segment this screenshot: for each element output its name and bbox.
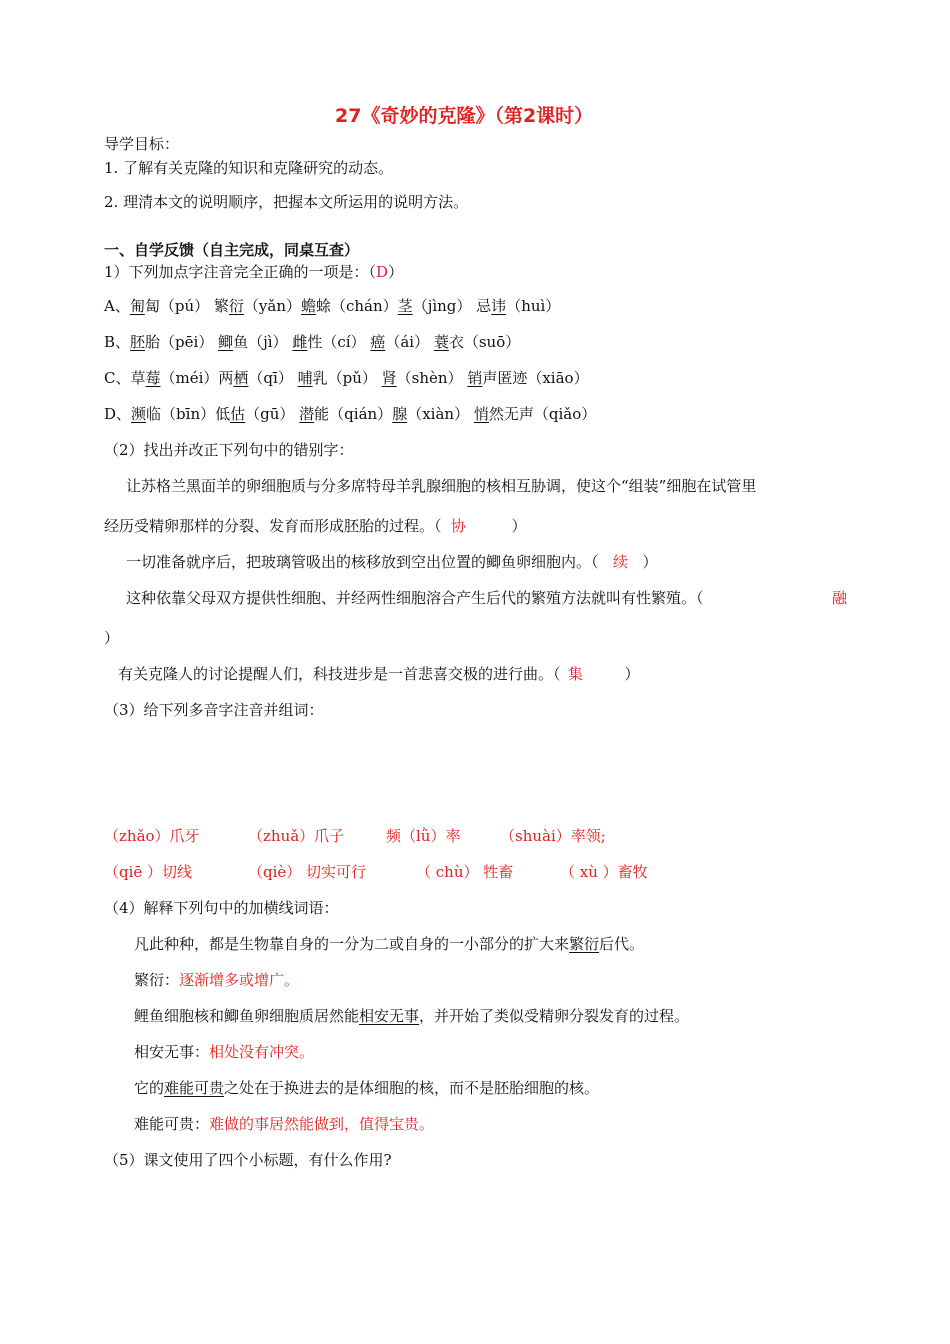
option-a: A、匍匐（pú） 繁衍（yǎn）蟾蜍（chán）茎（jìng） 忌讳（huì）	[104, 297, 561, 315]
q3-row1-item1: （zhǎo）爪牙	[104, 827, 200, 845]
goal-1: 1. 了解有关克隆的知识和克隆研究的动态。	[104, 159, 394, 177]
q3-row2-item3: （ chù） 牲畜	[416, 863, 514, 881]
q3-row1-item2: （zhuǎ）爪子	[248, 827, 345, 845]
q2-answer-1: 协	[451, 517, 467, 535]
q2-sentence-4: 有关克隆人的讨论提醒人们，科技进步是一首悲喜交极的进行曲。（ 集 ）	[118, 665, 640, 683]
q4-answer-1: 繁衍：逐渐增多或增广。	[134, 971, 300, 989]
q2-sentence-2: 一切准备就序后，把玻璃管吸出的核移放到空出位置的鲫鱼卵细胞内。（ 续 ）	[126, 553, 658, 571]
goal-2: 2. 理清本文的说明顺序，把握本文所运用的说明方法。	[104, 193, 469, 211]
q4-answer-3: 难能可贵：难做的事居然能做到，值得宝贵。	[134, 1115, 435, 1133]
goals-heading: 导学目标：	[104, 135, 180, 153]
q1-answer: D	[376, 263, 389, 281]
section-heading: 一、自学反馈（自主完成，同桌互查）	[104, 241, 360, 259]
q4-sentence-2: 鲤鱼细胞核和鲫鱼卵细胞质居然能相安无事，并开始了类似受精卵分裂发育的过程。	[134, 1007, 690, 1025]
question-2: （2）找出并改正下列句中的错别字：	[104, 441, 354, 459]
q3-row2-item1: （qiē ）切线	[104, 863, 193, 881]
q2-answer-2: 续	[613, 553, 629, 571]
q3-row1-item3: 频（lǜ）率	[386, 827, 461, 845]
question-3: （3）给下列多音字注音并组词：	[104, 701, 324, 719]
q3-row2-item4: （ xù ）畜牧	[560, 863, 648, 881]
q2-sentence-1a: 让苏格兰黑面羊的卵细胞质与分多席特母羊乳腺细胞的核相互胁调，使这个“组装”细胞在试管里	[126, 477, 757, 495]
q3-row1-item4: （shuài）率领;	[500, 827, 606, 845]
page-title: 27《奇妙的克隆》（第2课时）	[335, 105, 594, 127]
question-1	[104, 262, 403, 282]
q2-sentence-1b: 经历受精卵那样的分裂、发育而形成胚胎的过程。（ 协 ）	[104, 517, 527, 535]
q2-sentence-3: 这种依靠父母双方提供性细胞、并经两性细胞溶合产生后代的繁殖方法就叫有性繁殖。（	[126, 589, 704, 607]
question-4: （4）解释下列句中的加横线词语：	[104, 899, 339, 917]
option-c: C、草莓（méi）两栖（qī） 哺乳（pǔ） 肾（shèn） 销声匿迹（xiāo）	[104, 369, 589, 387]
q2-answer-3: 融	[832, 589, 848, 607]
q1-stem: 1）下列加点字注音完全正确的一项是：（	[104, 263, 377, 281]
q3-row2-item2: （qiè） 切实可行	[248, 863, 367, 881]
q4-sentence-1: 凡此种种，都是生物靠自身的一分为二或自身的一小部分的扩大来繁衍后代。	[134, 935, 645, 953]
q1-close: ）	[388, 263, 404, 281]
option-d: D、濒临（bīn）低估（gū） 潜能（qián）腺（xiàn） 悄然无声（qiǎo）	[104, 405, 597, 423]
question-5: （5）课文使用了四个小标题，有什么作用?	[104, 1151, 392, 1169]
q2-answer-4: 集	[568, 665, 584, 683]
q4-answer-2: 相安无事：相处没有冲突。	[134, 1043, 315, 1061]
option-b: B、胚胎（pēi） 鲫鱼（jì） 雌性（cí） 癌（ái） 蓑衣（suō）	[104, 333, 521, 351]
q2-close-3: ）	[104, 629, 120, 647]
q4-sentence-3: 它的难能可贵之处在于换进去的是体细胞的核，而不是胚胎细胞的核。	[134, 1079, 600, 1097]
